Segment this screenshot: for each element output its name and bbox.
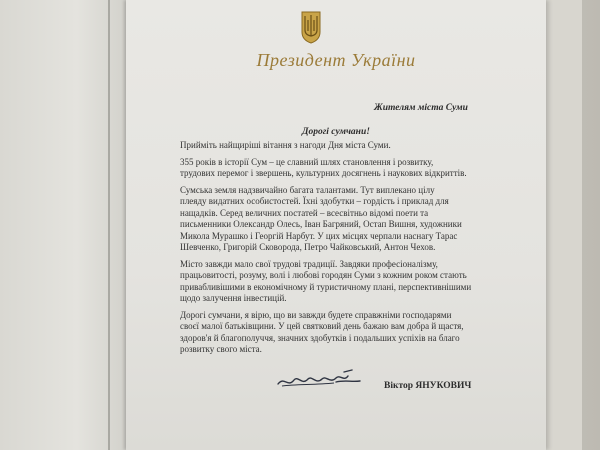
text-line: привабливішими в економічному й туристичному плані, перспективнішими [180,281,472,292]
letterhead-title: Президент України [256,50,416,70]
text-line: здоров'я й благополуччя, значних здобутків і подальших успіхів на благо [180,332,460,343]
text-line: щодо залучення інвестицій. [180,293,287,303]
text-line: Прийміть найщиріші вітання з нагоди Дня міста Суми. [180,140,391,150]
text-line: 355 років в історії Сум – це славний шлях становлення і розвитку, [180,156,434,167]
paragraph [158,185,518,254]
text-line: Микола Мурашко і Георгій Нарбут. У цих місцях черпали наснагу Тарас [180,230,458,241]
text-line: трудових перемог і звершень, культурних досягнень і наукових відкриттів. [180,168,467,178]
text-line: Шевченко, Григорій Сковорода, Петро Чайковський, Антон Чехов. [180,242,436,252]
greeting: Дорогі сумчани! [302,127,370,137]
text-line: розвитку свого міста. [180,344,262,354]
page-edge [108,0,110,450]
text-line: плеяду видатних особистостей. Їхні здобутки – гордість і приклад для [180,196,449,206]
text-line: письменники Олександр Олесь, Іван Багряний, Остап Вишня, художники [180,219,462,229]
text-line: працьовитості, розуму, волі і любові городян Суми з кожним роком стають [180,270,467,280]
addressee: Жителям міста Суми [374,103,468,113]
paragraph [158,140,518,152]
text-line: Місто завжди мало свої трудові традиції. Завдяки професіоналізму, [180,258,438,269]
paragraph [158,157,518,180]
paragraph [158,310,518,356]
text-line: Дорогі сумчани, я вірю, що ви завжди будете справжніми господарями [180,309,452,320]
handwritten-signature [274,364,364,394]
text-line: нащадків. Серед величних постатей – всесвітньо відомі поети та [180,207,429,218]
trident-coat-of-arms-icon [300,10,322,44]
letter-sheet [126,0,546,450]
signer-name: Віктор ЯНУКОВИЧ [384,381,472,391]
paragraph [158,259,518,305]
text-line: своєї малої батьківщини. У цей святковий день бажаю вам добра й щастя, [180,321,464,331]
text-line: Сумська земля надзвичайно багата талантами. Тут виплекано цілу [180,184,435,195]
letter-body [158,140,518,361]
